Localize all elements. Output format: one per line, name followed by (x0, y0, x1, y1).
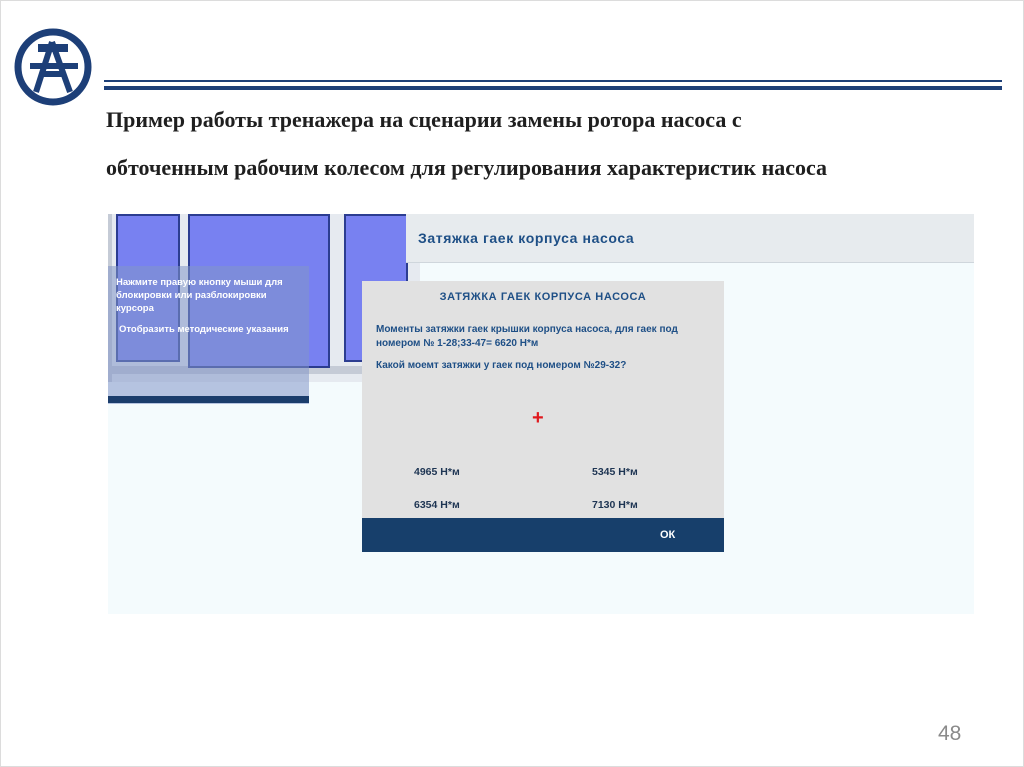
dialog-info-text: Моменты затяжки гаек крышки корпуса насоса, для гаек под номером № 1-28;33-47= 6620 Н*м (376, 324, 678, 349)
dialog-question-text: Какой моемт затяжки у гаек под номером №29-32? (376, 360, 627, 371)
torque-question-dialog (362, 281, 724, 552)
slide-title (106, 96, 986, 192)
hint-panel-bottom-bar (108, 396, 309, 403)
page-number: 48 (938, 722, 962, 745)
dialog-title: ЗАТЯЖКА ГАЕК КОРПУСА НАСОСА (439, 291, 647, 303)
title-rule-thin (104, 80, 1002, 82)
answer-option-4[interactable]: 7130 Н*м (592, 499, 638, 511)
hint-panel (108, 266, 309, 404)
show-guidelines-link[interactable]: Отобразить методические указания (119, 324, 289, 335)
ok-button-label: ОК (660, 529, 676, 541)
slide-title-line-2: обточенным рабочим колесом для регулирования характеристик насоса (106, 155, 828, 180)
answer-option-2[interactable]: 5345 Н*м (592, 466, 638, 478)
hint-text: Нажмите правую кнопку мыши для блокировки или разблокировки курсора (116, 277, 283, 314)
crosshair-cursor-icon: + (532, 407, 544, 429)
title-rule-thick (104, 86, 1002, 90)
ok-button[interactable] (362, 518, 724, 552)
simulator-header (406, 214, 974, 263)
answer-option-3[interactable]: 6354 Н*м (414, 499, 460, 511)
answer-option-1[interactable]: 4965 Н*м (414, 466, 460, 478)
slide-title-line-1: Пример работы тренажера на сценарии замены ротора насоса с (106, 107, 742, 132)
simulator-screenshot (108, 214, 974, 614)
simulator-header-title: Затяжка гаек корпуса насоса (418, 230, 635, 246)
company-emblem-icon (12, 26, 94, 108)
